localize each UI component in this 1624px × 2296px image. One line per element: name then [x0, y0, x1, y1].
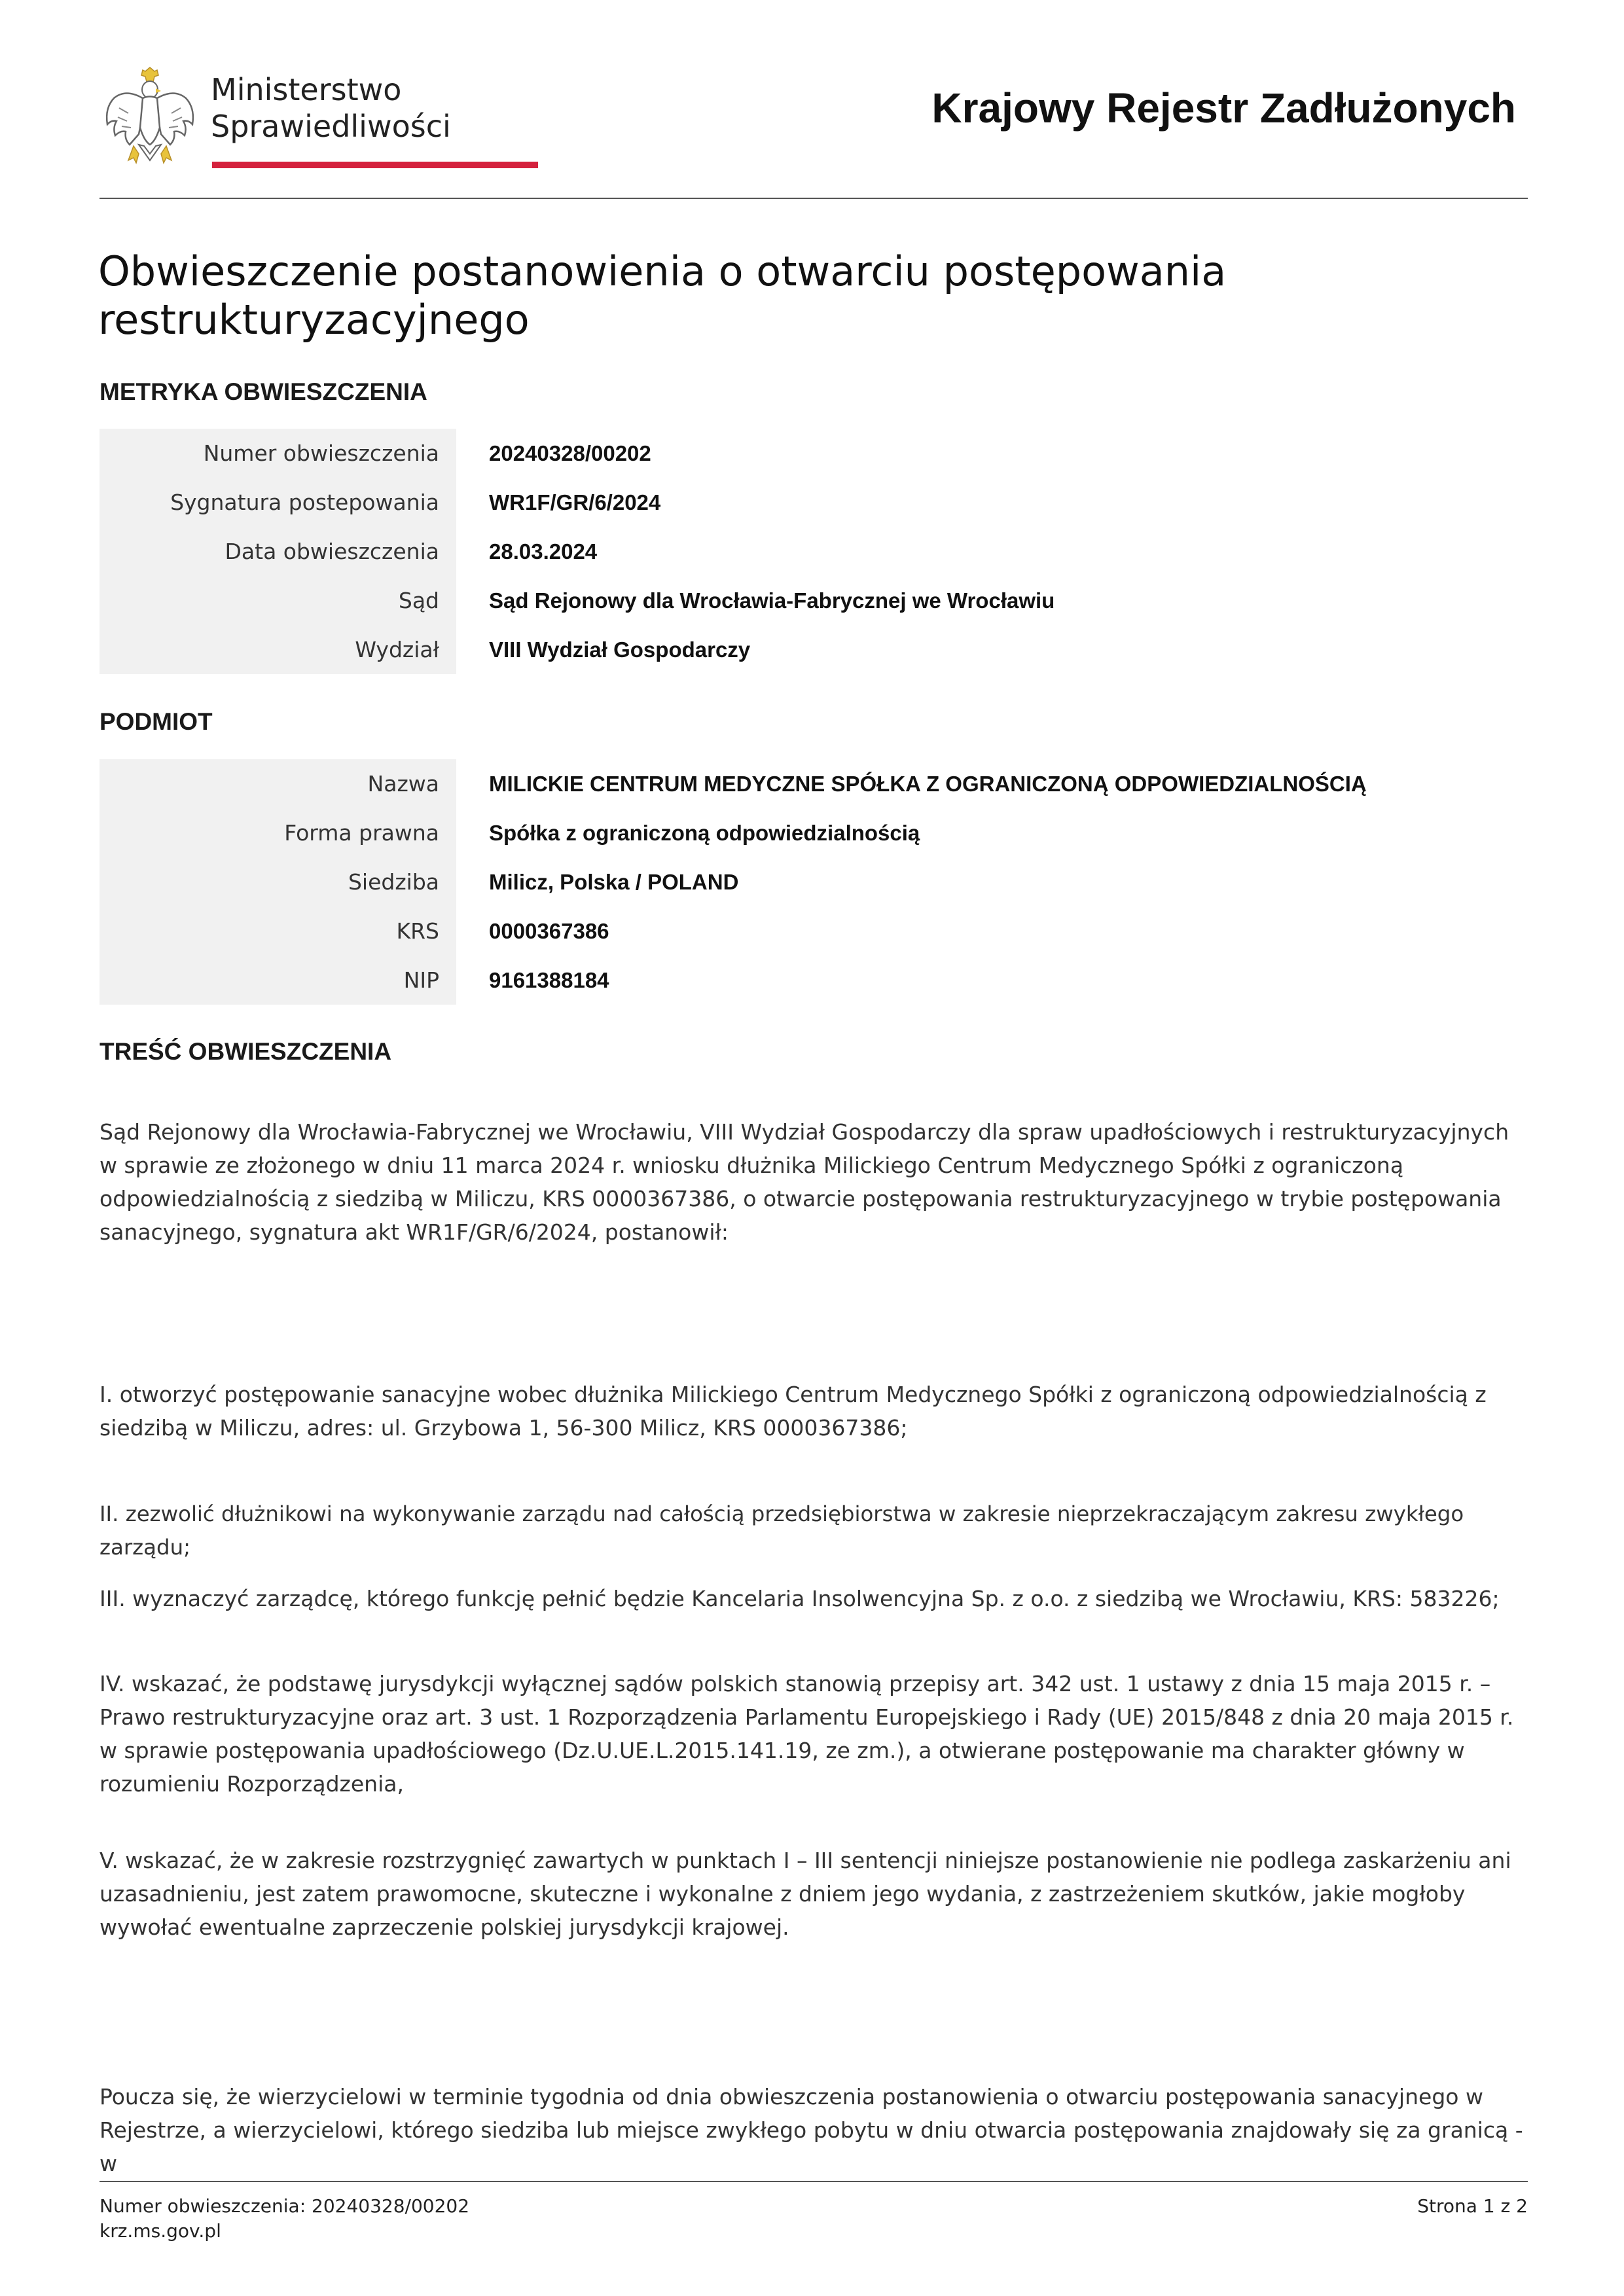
header-divider [99, 198, 1528, 199]
document-title: Obwieszczenie postanowienia o otwarciu postępowania restrukturyzacyjnego [98, 247, 1227, 344]
metryka-row [99, 478, 1528, 527]
podmiot-table [99, 759, 1528, 1005]
podmiot-label: Nazwa [99, 759, 456, 808]
metryka-table [99, 429, 1528, 674]
footer-page-number: Strona 1 z 2 [1417, 2195, 1528, 2217]
footer-divider [99, 2181, 1528, 2182]
metryka-row [99, 527, 1528, 576]
tresc-paragraph-point-5: V. wskazać, że w zakresie rozstrzygnięć zawartych w punktach I – III sentencji niniejsze postanowienie nie podlega zaskarżeniu ani uzasadnieniu, jest zatem prawomocne, skuteczne i wykonalne z dniem jego wydania, z zastrzeżeniem skutków, jakie mogłoby wywołać ewentualne zaprzeczenie polskiej jurysdykcji krajowej. [99, 1848, 1511, 1940]
footer-number: Numer obwieszczenia: 20240328/00202 [99, 2195, 470, 2217]
metryka-value: Sąd Rejonowy dla Wrocławia-Fabrycznej we Wrocławiu [489, 588, 1055, 613]
podmiot-label: KRS [99, 906, 456, 956]
metryka-row [99, 576, 1528, 625]
podmiot-value: 9161388184 [489, 967, 609, 992]
podmiot-heading: PODMIOT [99, 708, 213, 735]
tresc-paragraph-point-1: I. otworzyć postępowanie sanacyjne wobec dłużnika Milickiego Centrum Medycznego Spółki z ograniczoną odpowiedzialnością z siedzibą w Miliczu, adres: ul. Grzybowa 1, 56-300 Milicz, KRS 0000367386; [99, 1382, 1487, 1441]
podmiot-row [99, 808, 1528, 857]
metryka-label: Sygnatura postepowania [99, 478, 456, 527]
metryka-value: VIII Wydział Gospodarczy [489, 637, 751, 662]
metryka-label: Sąd [99, 576, 456, 625]
metryka-heading: METRYKA OBWIESZCZENIA [99, 378, 427, 405]
ministry-name-line2: Sprawiedliwości [211, 109, 451, 144]
metryka-value: WR1F/GR/6/2024 [489, 490, 661, 514]
podmiot-value: 0000367386 [489, 918, 609, 943]
metryka-label: Wydział [99, 625, 456, 674]
tresc-heading: TREŚĆ OBWIESZCZENIA [99, 1038, 392, 1065]
tresc-paragraph-intro: Sąd Rejonowy dla Wrocławia-Fabrycznej we Wrocławiu, VIII Wydział Gospodarczy dla spraw upadłościowych i restrukturyzacyjnych w sprawie ze złożonego w dniu 11 marca 2024 r. wniosku dłużnika Milickiego Centrum Medycznego Spółki z ograniczoną odpowiedzialnością z siedzibą w Miliczu, KRS 0000367386, o otwarcie postępowania restrukturyzacyjnego w trybie postępowania sanacyjnego, sygnatura akt WR1F/GR/6/2024, postanowił: [99, 1119, 1509, 1245]
ministry-name-line1: Ministerstwo [211, 72, 402, 107]
metryka-row [99, 429, 1528, 478]
tresc-paragraph-pouczenie: Poucza się, że wierzycielowi w terminie tygodnia od dnia obwieszczenia postanowienia o otwarciu postępowania sanacyjnego w Rejestrze, a wierzycielowi, którego siedziba lub miejsce zwykłego pobytu w dniu otwarcia postępowania znajdowały się za granicą - w [99, 2084, 1523, 2176]
tresc-paragraph-point-3: III. wyznaczyć zarządcę, którego funkcję pełnić będzie Kancelaria Insolwencyjna Sp. z o.o. z siedzibą we Wrocławiu, KRS: 583226; [99, 1586, 1500, 1611]
tresc-paragraph-point-2: II. zezwolić dłużnikowi na wykonywanie zarządu nad całością przedsiębiorstwa w zakresie nieprzekraczającym zakresu zwykłego zarządu; [99, 1501, 1464, 1560]
white-eagle-emblem-icon [99, 62, 201, 172]
podmiot-row [99, 906, 1528, 956]
metryka-value: 20240328/00202 [489, 440, 651, 465]
metryka-label: Data obwieszczenia [99, 527, 456, 576]
podmiot-label: Siedziba [99, 857, 456, 906]
metryka-row [99, 625, 1528, 674]
footer-site-link[interactable]: krz.ms.gov.pl [99, 2220, 221, 2242]
podmiot-value: MILICKIE CENTRUM MEDYCZNE SPÓŁKA Z OGRANICZONĄ ODPOWIEDZIALNOŚCIĄ [489, 771, 1367, 796]
registry-title: Krajowy Rejestr Zadłużonych [931, 84, 1516, 132]
logo-red-bar [212, 162, 538, 168]
footer-info [99, 2194, 469, 2244]
podmiot-label: NIP [99, 956, 456, 1005]
podmiot-row [99, 956, 1528, 1005]
podmiot-value: Spółka z ograniczoną odpowiedzialnością [489, 820, 920, 845]
podmiot-label: Forma prawna [99, 808, 456, 857]
ministry-logo [99, 62, 466, 173]
podmiot-value: Milicz, Polska / POLAND [489, 869, 739, 894]
metryka-label: Numer obwieszczenia [99, 429, 456, 478]
podmiot-row [99, 759, 1528, 808]
ministry-name [211, 71, 451, 145]
podmiot-row [99, 857, 1528, 906]
tresc-paragraph-point-4: IV. wskazać, że podstawę jurysdykcji wyłącznej sądów polskich stanowią przepisy art. 342 ust. 1 ustawy z dnia 15 maja 2015 r. – Prawo restrukturyzacyjne oraz art. 3 ust. 1 Rozporządzenia Parlamentu Europejskiego i Rady (UE) 2015/848 z dnia 20 maja 2015 r. w sprawie postępowania upadłościowego (Dz.U.UE.L.2015.141.19, ze zm.), a otwierane postępowanie ma charakter główny w rozumieniu Rozporządzenia, [99, 1671, 1514, 1797]
metryka-value: 28.03.2024 [489, 539, 598, 564]
